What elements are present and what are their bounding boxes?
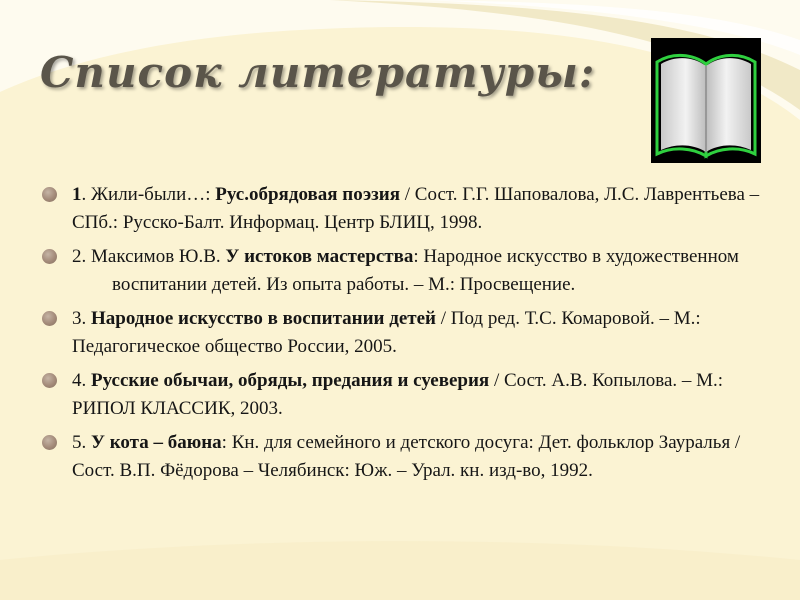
- bullet-icon: [42, 187, 57, 202]
- ref-text: : Народное искусство в художественном: [413, 246, 739, 267]
- list-item: [42, 243, 762, 298]
- bullet-icon: [42, 249, 57, 264]
- ref-text: / Сост. А.В. Копылова. – М.: РИПОЛ КЛАССИК, 2003.: [72, 370, 724, 419]
- list-item: [42, 181, 762, 236]
- ref-title: Рус.обрядовая поэзия: [215, 184, 401, 205]
- open-book-icon: [651, 38, 761, 163]
- ref-title: У кота – баюна: [91, 432, 222, 453]
- reference-list: [42, 181, 762, 491]
- ref-title: У истоков мастерства: [225, 246, 414, 267]
- list-item: [42, 305, 762, 360]
- ref-text: воспитании детей. Из опыта работы. – М.: Просвещение.: [112, 273, 576, 295]
- ref-text: . Жили-были…:: [81, 184, 216, 205]
- ref-text: 3.: [72, 308, 91, 329]
- book-tile: [651, 38, 761, 163]
- ref-number: 1: [72, 184, 82, 205]
- ref-text: : Кн. для семейного и детского досуга: Дет. фольклор Зауралья / Сост. В.П. Фёдорова – Челябинск: Юж. – Урал. кн. изд-во, 1992.: [72, 432, 741, 481]
- ref-title: Народное искусство в воспитании детей: [91, 308, 436, 329]
- page-title: Список литературы:: [40, 48, 596, 97]
- list-item: [42, 367, 762, 422]
- ref-text: 4.: [72, 370, 91, 391]
- ref-text: / Под ред. Т.С. Комаровой. – М.: Педагогическое общество России, 2005.: [72, 308, 701, 357]
- ref-text: 5.: [72, 432, 91, 453]
- bullet-icon: [42, 435, 57, 450]
- list-item: [42, 429, 762, 484]
- bullet-icon: [42, 373, 57, 388]
- ref-text: 2. Максимов Ю.В.: [72, 246, 226, 267]
- bullet-icon: [42, 311, 57, 326]
- ref-text: / Сост. Г.Г. Шаповалова, Л.С. Лаврентьева – СПб.: Русско-Балт. Информац. Центр БЛИЦ, 1998.: [72, 184, 760, 233]
- ref-title: Русские обычаи, обряды, предания и суеверия: [91, 370, 490, 391]
